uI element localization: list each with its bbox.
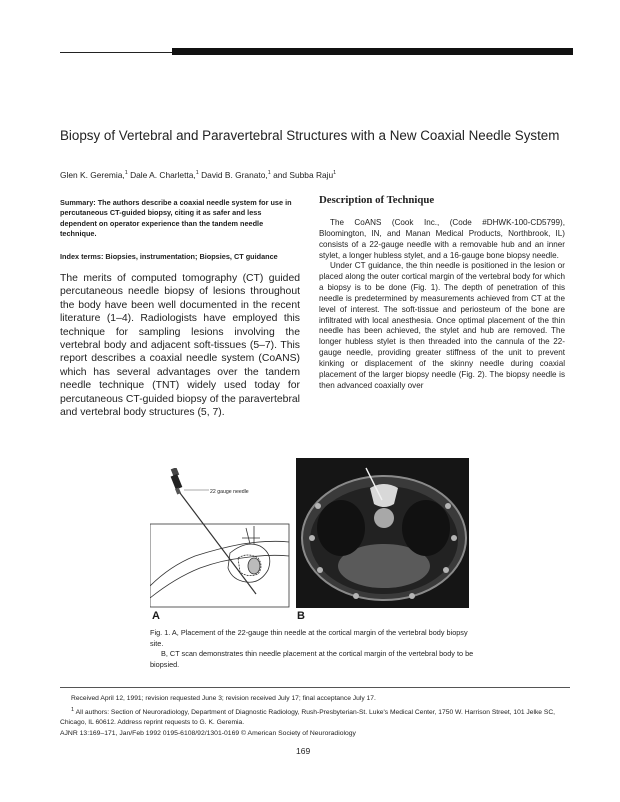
author-name: David B. Granato, [201, 170, 268, 180]
body-paragraph: Under CT guidance, the thin needle is positioned in the lesion or placed along the outer cortical margin of the vertebral body for which a biopsy is to be done (Fig. 1). The depth of penetration of this needle is predetermined by measurements achieved from CT at the level of interest. The soft-tissue and periosteum of the bone are infiltrated with local anesthesia. Once optimal placement of the thin needle has been achieved, the stylet and hub are removed. The longer hubless stylet is then threaded into the cannula of the 22-gauge needle, providing greater stiffness of the unit to prevent kinking or displacement of the skinny needle during coaxial placement of the larger biopsy needle (Fig. 2). The biopsy needle is then advanced coaxially over [319, 261, 565, 390]
footnote-rule [60, 687, 570, 688]
needle-hub [171, 468, 183, 495]
author-name: and Subba Raju [273, 170, 334, 180]
vertebra-outline [150, 526, 289, 598]
index-terms: Index terms: Biopsies, instrumentation; Biopsies, CT guidance [60, 252, 278, 261]
author-name: Glen K. Geremia, [60, 170, 125, 180]
panel-a-label: A [152, 610, 160, 622]
article-title: Biopsy of Vertebral and Paravertebral Structures with a New Coaxial Needle System [60, 128, 560, 143]
page-number: 169 [296, 746, 311, 756]
body-paragraph: The CoANS (Cook Inc., (Code #DHWK-100-CD5799), Bloomington, IN, and Manan Medical Products, Northbrook, IL) consists of a 22-gauge needle with a removable hub and an inner stylet, a longer hubless stylet, and a 16-gauge bone biopsy needle. [319, 218, 565, 260]
caption-a: Fig. 1. A, Placement of the 22-gauge thin needle at the cortical margin of the vertebral body biopsy site. [150, 628, 468, 648]
ct-image [296, 458, 469, 608]
author-list: Glen K. Geremia,$^1$ Dale A. Charletta,$^1$ David B. Granato,$^1$ and Subba Raju$^1$ [60, 170, 337, 180]
received-dates: Received April 12, 1991; revision requested June 3; revision received July 17; final acceptance July 17. [71, 695, 376, 702]
figure-caption [150, 628, 480, 670]
author-affiliation: $^1$ All authors: Section of Neuroradiology, Department of Diagnostic Radiology, Rush-Presbyterian-St. Luke's Medical Center, 1750 W. Harrison Street, 101 Jelke SC, Chicago, IL 60612. Address reprint requests to G. K. Geremia. [60, 706, 556, 727]
needle-label: 22 gauge needle [210, 489, 249, 495]
header-bar [172, 48, 573, 55]
figure-b-ct-scan [296, 458, 469, 608]
section-heading: Description of Technique [319, 194, 435, 206]
technique-body [319, 218, 565, 392]
lead-paragraph: The merits of computed tomography (CT) guided percutaneous needle biopsy of lesions throughout the body have been well documented in the recent literature (1–4). Radiologists have employed this technique for sampling lesions involving the vertebral body and adjacent soft-tissues (5–7). This report describes a coaxial needle system (CoANS) which has several advantages over the tandem needle technique (TNT) widely used today for percutaneous CT-guided biopsy of the paravertebral and vertebral body structures (5, 7). [60, 273, 300, 419]
panel-b-label: B [297, 610, 305, 622]
figure-a-drawing [150, 468, 290, 608]
caption-b: B, CT scan demonstrates thin needle placement at the cortical margin of the vertebral body to be biopsied. [150, 649, 474, 669]
footnotes [60, 694, 575, 729]
abstract-summary: Summary: The authors describe a coaxial needle system for use in percutaneous CT-guided biopsy, citing it as safer and less dependent on operator experience than the tandem needle technique. [60, 198, 292, 238]
drawing-frame [150, 524, 289, 607]
author-name: Dale A. Charletta, [130, 170, 196, 180]
journal-citation: AJNR 13:169–171, Jan/Feb 1992 0195-6108/92/1301-0169 © American Society of Neuroradiology [60, 730, 356, 737]
